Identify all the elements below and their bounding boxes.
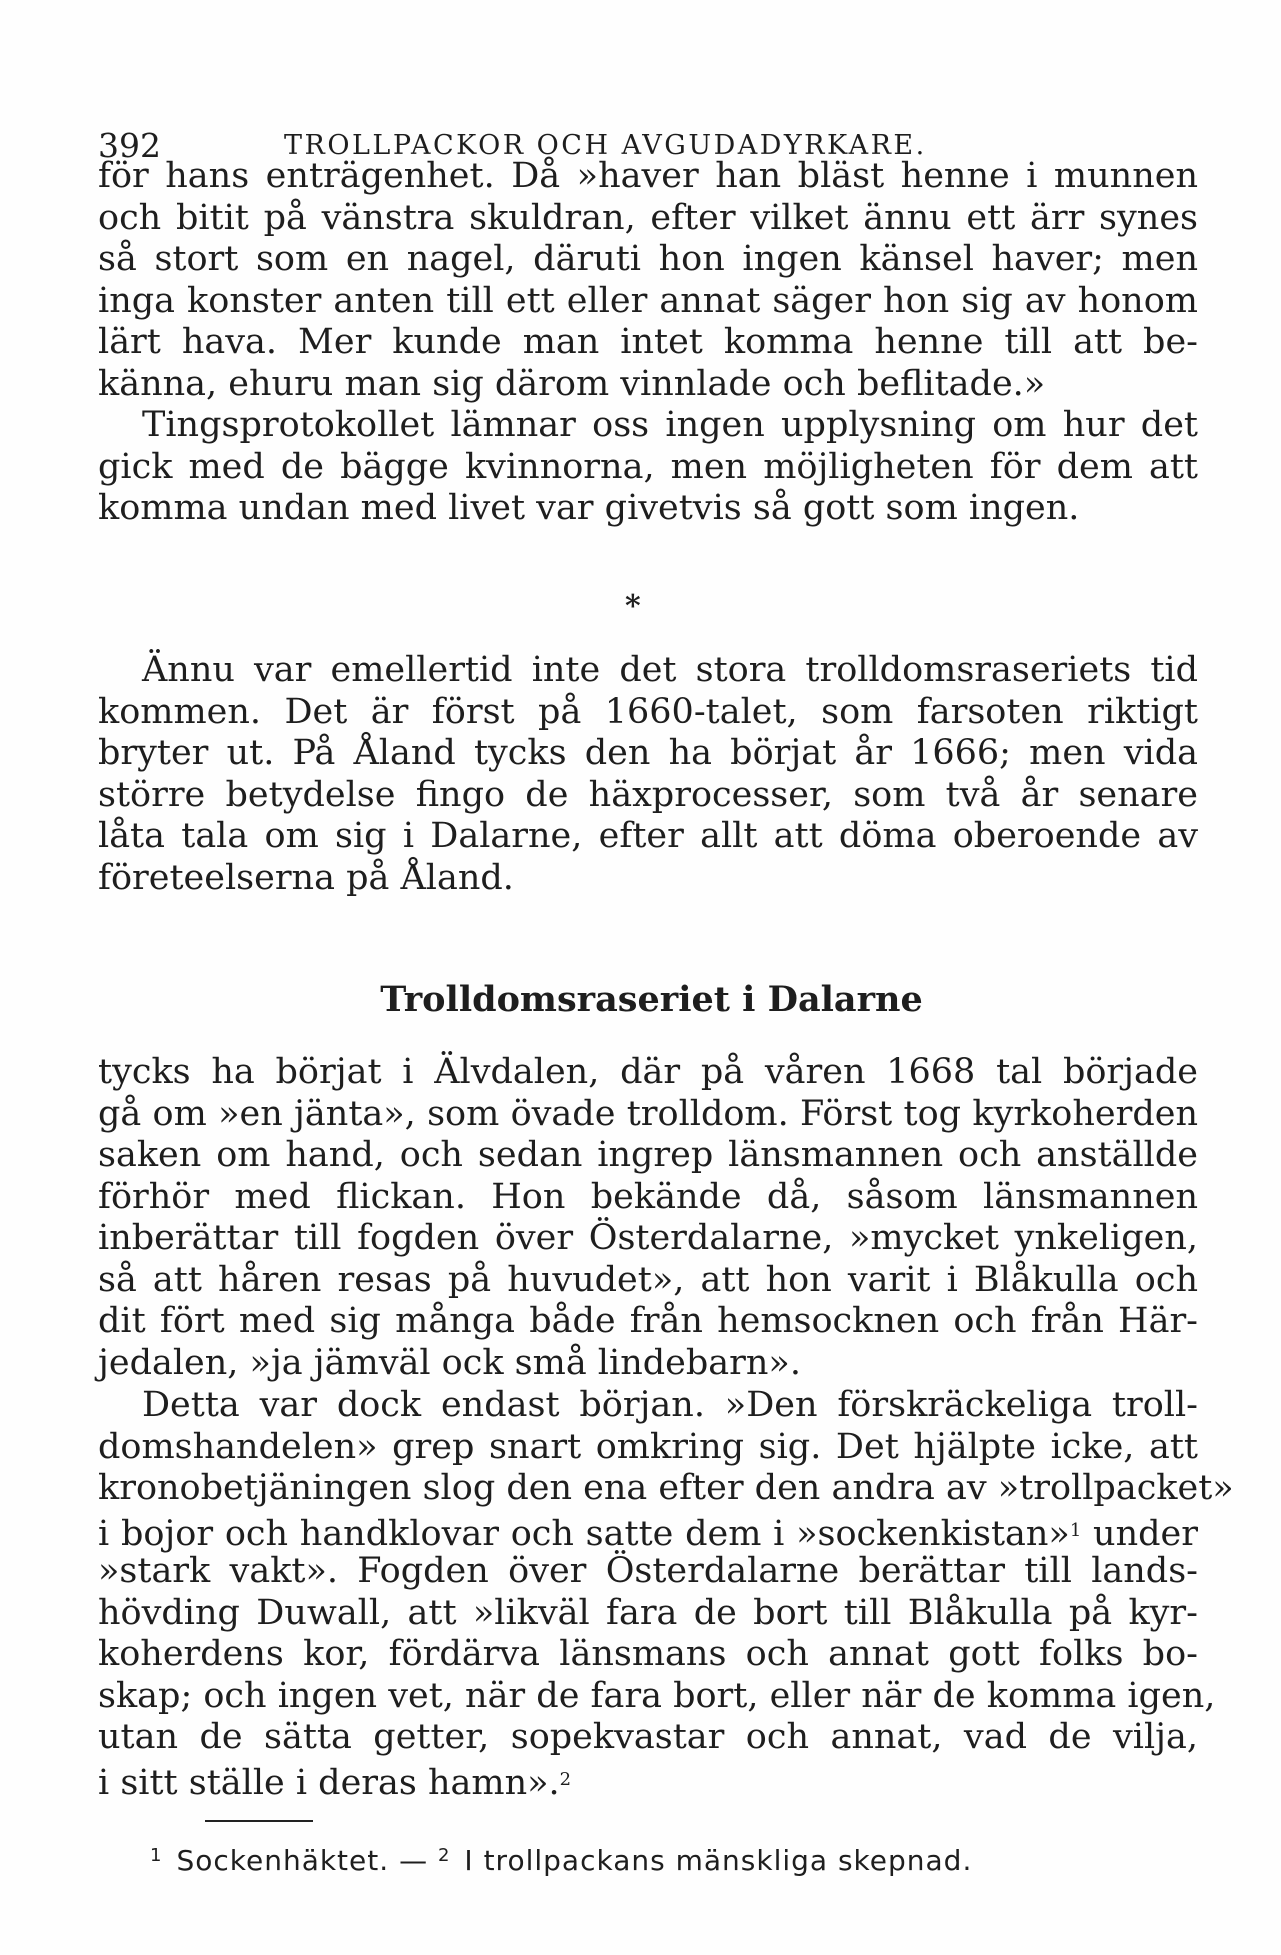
section-separator: * (625, 589, 641, 624)
text-line: kommen. Det är först på 1660-talet, som farsoten riktigt (98, 691, 1198, 732)
text-line: utan de sätta getter, sopekvastar och annat, vad de vilja, (98, 1717, 1198, 1757)
text-line: lärt hava. Mer kunde man intet komma henne till att be- (98, 322, 1198, 362)
text-line: jedalen, »ja jämväl ock små lindebarn». (98, 1342, 801, 1383)
text-line: Tingsprotokollet lämnar oss ingen upplysning om hur det (142, 405, 1198, 445)
text-line: bryter ut. På Åland tycks den ha börjat år 1666; men vida (98, 733, 1198, 773)
section-heading: Trolldomsraseriet i Dalarne (380, 979, 923, 1020)
text-line: så stort som en nagel, däruti hon ingen känsel haver; men (98, 239, 1198, 279)
text-line: gå om »en jänta», som övade trolldom. Först tog kyrkoherden (98, 1093, 1198, 1134)
page-number: 392 (98, 126, 161, 165)
text-line-with-footnote (98, 1759, 1198, 1801)
paragraph-annu-var (98, 650, 1198, 899)
text-fragment: i sitt ställe i deras hamn». (98, 1762, 560, 1803)
paragraph-tingsprotokollet (98, 405, 1198, 530)
text-line-with-footnote (98, 1510, 1198, 1552)
paragraph-continuation (98, 156, 1198, 405)
footnote-reference: 1 (1069, 1519, 1082, 1541)
paragraph-detta-var (98, 1385, 1234, 1803)
text-line: inberättar till fogden över Österdalarne, »mycket ynkeligen, (98, 1218, 1198, 1258)
paragraph-alvdalen (98, 1052, 1198, 1384)
text-line: kronobetjäningen slog den ena efter den andra av »trollpacket» (98, 1468, 1234, 1508)
text-line: Ännu var emellertid inte det stora trolldomsraseriets tid (142, 650, 1198, 690)
text-line: låta tala om sig i Dalarne, efter allt att döma oberoende av (98, 816, 1198, 856)
text-line: gick med de bägge kvinnorna, men möjligheten för dem att (98, 446, 1198, 487)
footnote-text: I trollpackans mänskliga skepnad. (464, 1844, 973, 1877)
footnotes (150, 1836, 972, 1881)
footnote-number: 1 (150, 1845, 163, 1866)
text-line: domshandelen» grep snart omkring sig. Det hjälpte icke, att (98, 1426, 1198, 1467)
text-line: företeelserna på Åland. (98, 857, 514, 898)
text-fragment: under (1081, 1513, 1198, 1554)
text-line: så att håren resas på huvudet», att hon varit i Blåkulla och (98, 1259, 1198, 1300)
text-line: och bitit på vänstra skuldran, efter vilket ännu ett ärr synes (98, 197, 1198, 238)
footnote-text: Sockenhäktet. (176, 1844, 390, 1877)
text-line: förhör med flickan. Hon bekände då, såsom länsmannen (98, 1176, 1198, 1217)
text-line: tycks ha börjat i Älvdalen, där på våren 1668 tal började (98, 1052, 1198, 1092)
text-line: »stark vakt». Fogden över Österdalarne berättar till lands- (98, 1551, 1198, 1591)
text-line: inga konster anten till ett eller annat säger hon sig av honom (98, 280, 1198, 321)
footnote-number: 2 (437, 1845, 451, 1866)
text-line: Detta var dock endast början. »Den förskräckeliga troll- (142, 1385, 1198, 1425)
footnote-reference: 2 (559, 1768, 572, 1790)
text-line: skap; och ingen vet, när de fara bort, eller när de komma igen, (98, 1675, 1216, 1716)
footnote-divider (205, 1820, 313, 1822)
text-fragment: i bojor och handklovar och satte dem i »sockenkistan» (98, 1513, 1070, 1554)
footnote-dash: — (399, 1844, 429, 1877)
text-line: hövding Duwall, att »likväl fara de bort till Blåkulla på kyr- (98, 1592, 1198, 1633)
text-line: saken om hand, och sedan ingrep länsmannen och anställde (98, 1135, 1198, 1175)
text-line: dit fört med sig många både från hemsocknen och från Här- (98, 1301, 1198, 1341)
text-line: koherdens kor, fördärva länsmans och annat gott folks bo- (98, 1634, 1198, 1674)
text-line: större betydelse fingo de häxprocesser, som två år senare (98, 774, 1198, 815)
text-line: för hans enträgenhet. Då »haver han bläst henne i munnen (98, 156, 1198, 196)
text-line: komma undan med livet var givetvis så gott som ingen. (98, 488, 1080, 528)
text-line: känna, ehuru man sig därom vinnlade och beflitade.» (98, 363, 1046, 404)
running-head: TROLLPACKOR OCH AVGUDADYRKARE. (284, 130, 927, 161)
